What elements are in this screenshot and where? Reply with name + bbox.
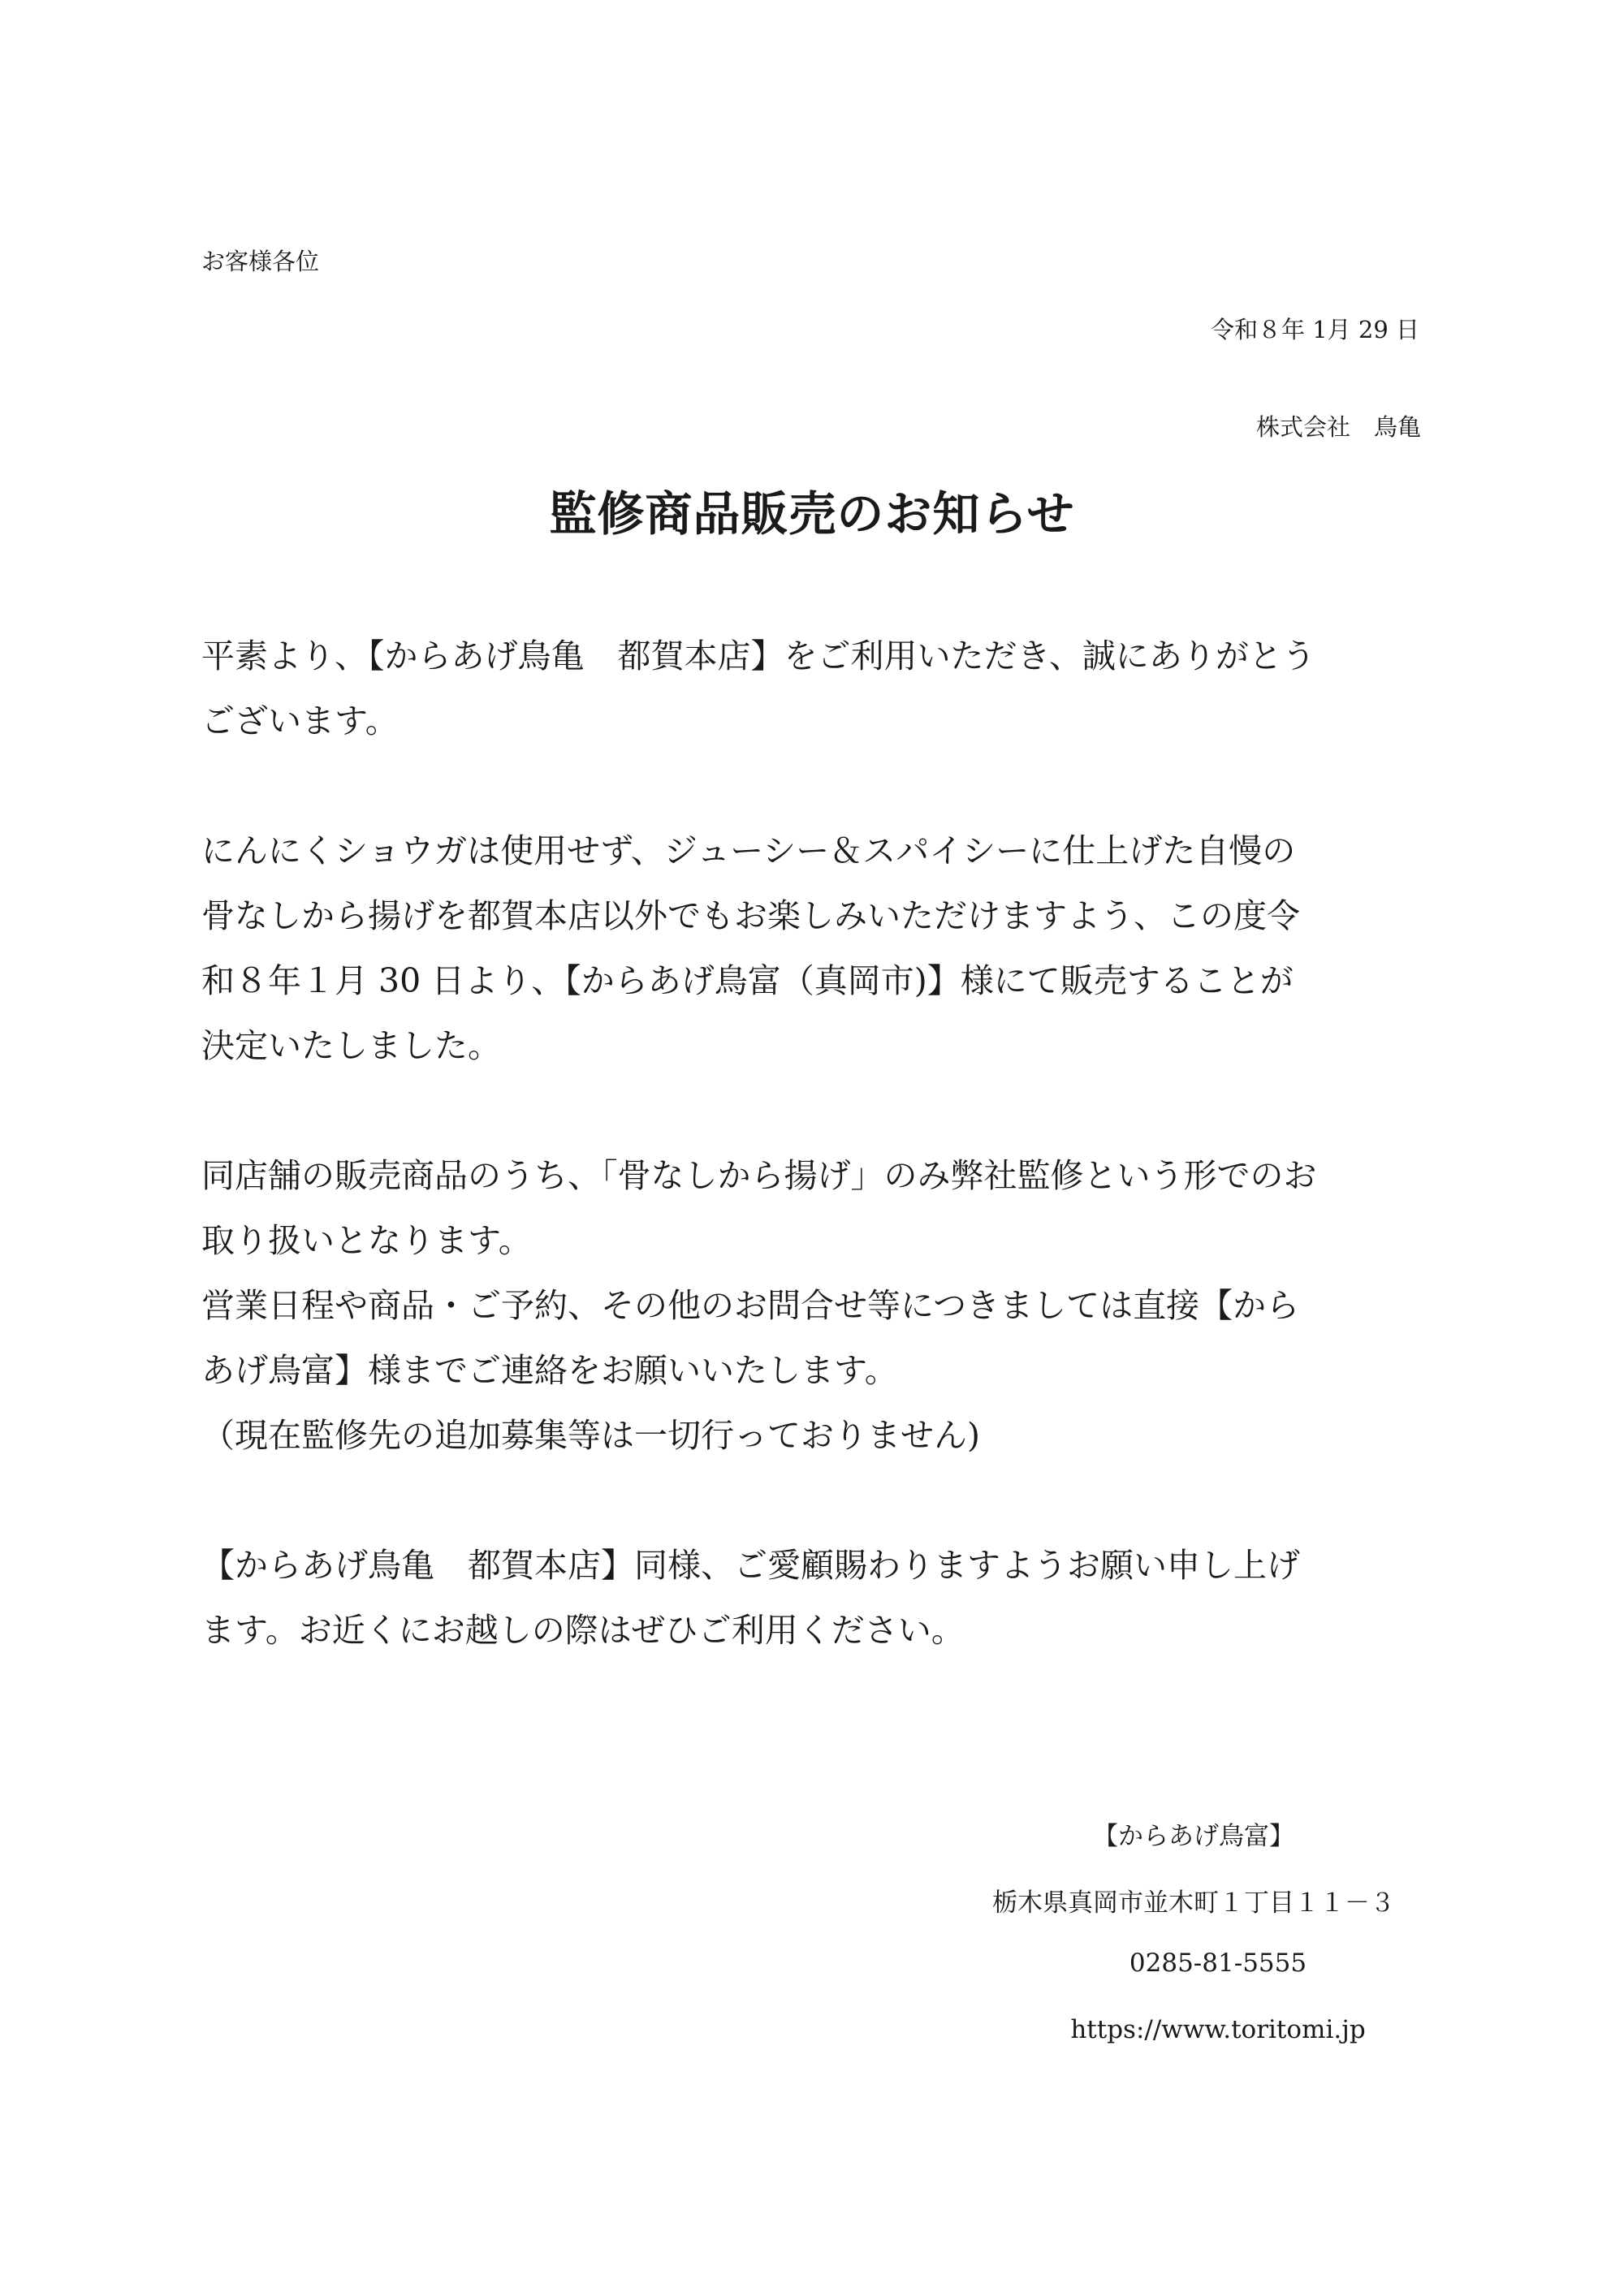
page-title: 監修商品販売のお知らせ [549, 486, 1075, 542]
footer-phone: 0285-81-5555 [1129, 1949, 1307, 1978]
footer-address: 栃木県真岡市並木町１丁目１１－３ [992, 1888, 1395, 1918]
footer-store-name: 【からあげ鳥富】 [1093, 1822, 1294, 1851]
paragraph-greeting: 平素より、【からあげ鳥亀 都賀本店】をご利用いただき、誠にありがとう ございます。 [201, 637, 1315, 740]
paragraph-details: 同店舗の販売商品のうち、「骨なしから揚げ」のみ弊社監修という形でのお 取り扱いとなります。 営業日程や商品・ご予約、その他のお問合せ等につきましては直接【から あげ鳥富】様までご連絡をお願いいたします。 （現在監修先の追加募集等は一切行っておりません) [201, 1156, 1317, 1455]
footer-url[interactable]: https://www.toritomi.jp [1070, 2015, 1366, 2044]
paragraph-announcement: にんにくショウガは使用せず、ジューシー＆スパイシーに仕上げた自慢の 骨なしから揚げを都賀本店以外でもお楽しみいただけますよう、この度令 和８年１月 30 日より、【からあげ鳥富（真岡市)】様にて販売することが 決定いたしました。 [201, 831, 1300, 1065]
salutation: お客様各位 [201, 248, 320, 275]
paragraph-closing: 【からあげ鳥亀 都賀本店】同様、ご愛顧賜わりますようお願い申し上げ ます。お近くにお越しの際はぜひご利用ください。 [201, 1546, 1300, 1650]
sender-company: 株式会社 鳥亀 [1255, 413, 1421, 441]
notice-date: 令和８年 1月 29 日 [1210, 316, 1419, 343]
